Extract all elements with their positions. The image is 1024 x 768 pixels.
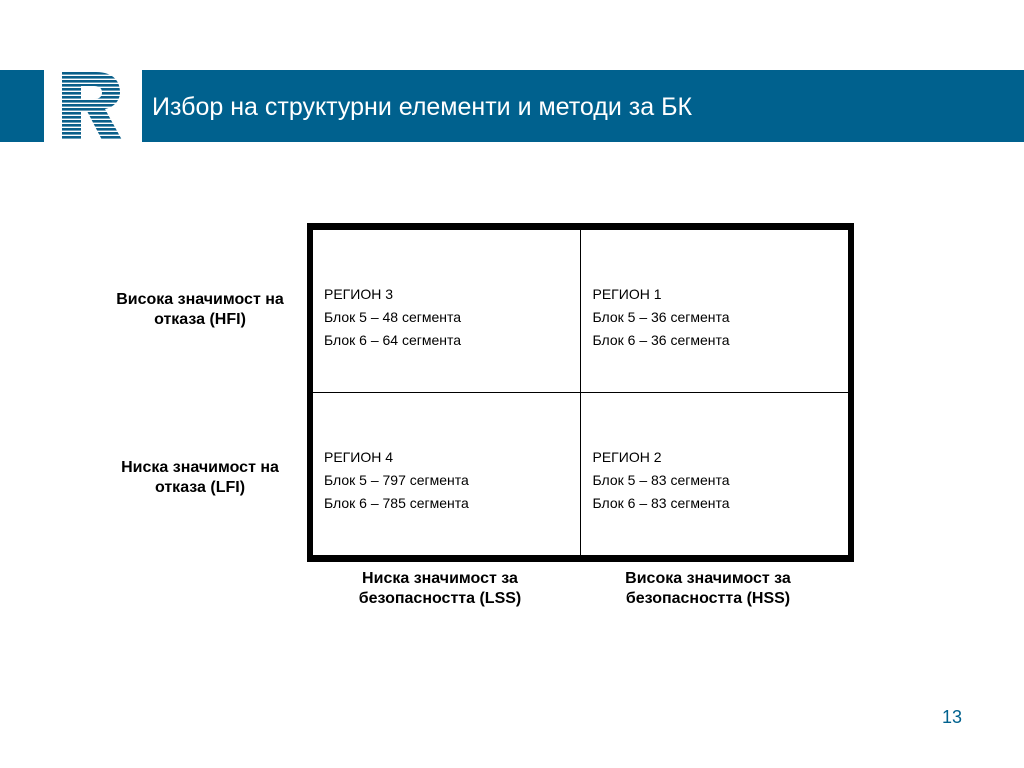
block-5-count: Блок 5 – 83 сегмента [592,471,730,488]
column-label-lss: Ниска значимост за безопасността (LSS) [358,570,522,607]
region-title: РЕГИОН 4 [324,448,393,465]
block-5-count: Блок 5 – 36 сегмента [592,309,730,325]
block-5-count: Блок 5 – 48 сегмента [324,309,462,325]
region-matrix [307,223,854,562]
region-1-cell [581,230,849,393]
row-label-hfi: Висока значимост на отказа (HFI) [116,291,284,328]
block-5-count: Блок 5 – 797 сегмента [324,471,469,488]
company-logo-icon [56,68,126,144]
page-number: 13 [941,707,962,727]
region-2-cell [581,393,849,556]
column-label-hss: Висока значимост за безопасността (HSS) [625,570,791,607]
region-title: РЕГИОН 3 [324,286,393,302]
region-3-cell [313,230,581,393]
block-6-count: Блок 6 – 785 сегмента [324,494,469,511]
region-title: РЕГИОН 1 [592,286,662,302]
region-title: РЕГИОН 2 [592,448,662,465]
block-6-count: Блок 6 – 83 сегмента [592,494,730,511]
row-label-lfi: Ниска значимост на отказа (LFI) [121,459,279,496]
page-title: Избор на структурни елементи и методи за БК [152,93,693,121]
region-4-cell [313,393,581,556]
block-6-count: Блок 6 – 64 сегмента [324,332,462,348]
block-6-count: Блок 6 – 36 сегмента [592,332,730,348]
header-accent-block [0,70,44,142]
